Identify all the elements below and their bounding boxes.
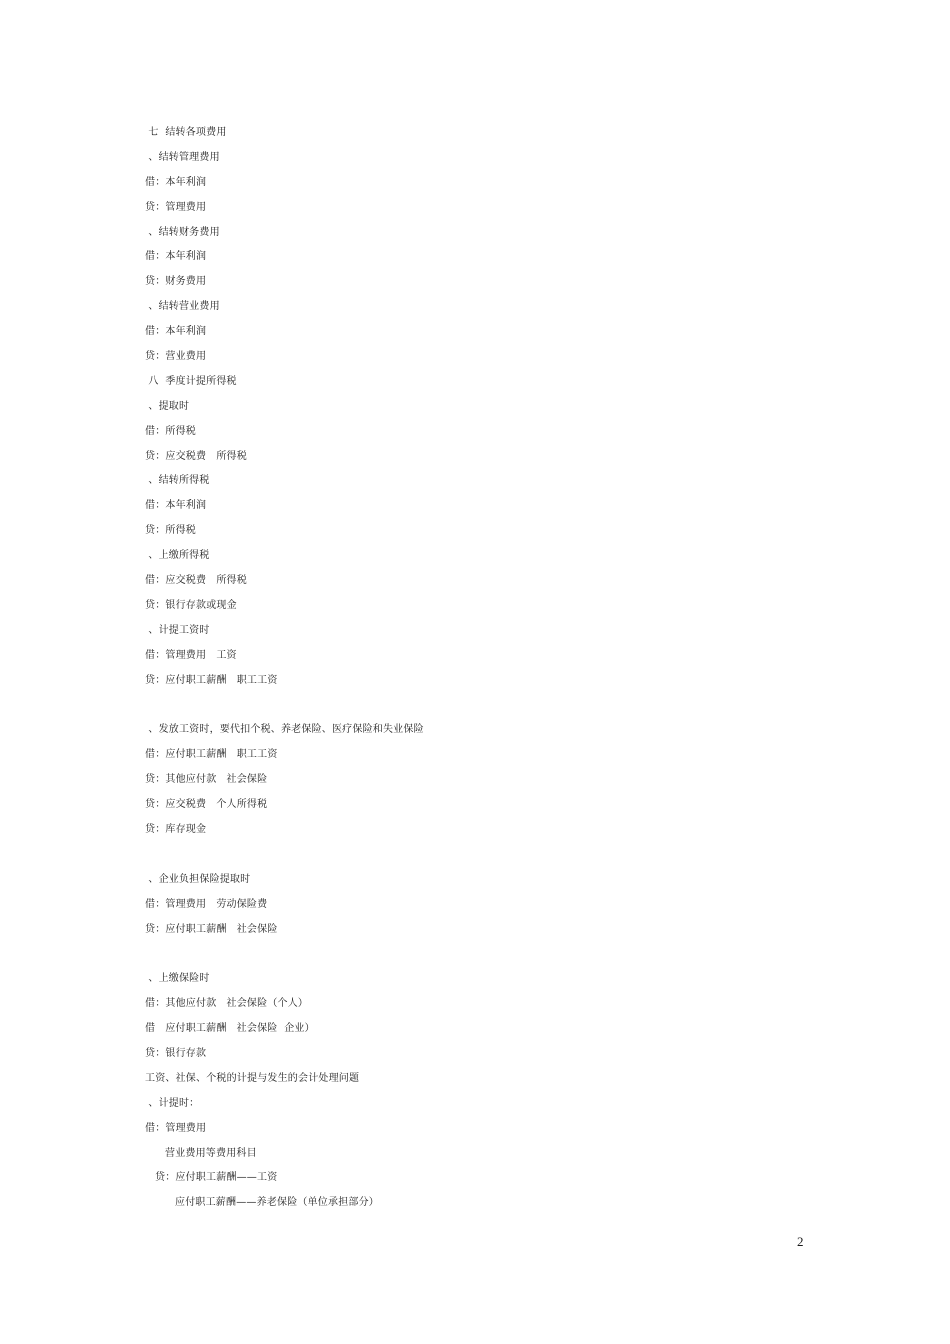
credit-entry: 贷：管理费用 [145,201,207,213]
subsection-heading: 、发放工资时，要代扣个税、养老保险、医疗保险和失业保险 [145,724,424,736]
debit-entry: 借：管理费用 工资 [145,649,237,661]
credit-entry: 贷：应交税费 所得税 [145,450,247,462]
credit-entry: 贷：其他应付款 社会保险 [145,774,268,786]
credit-entry: 贷：银行存款或现金 [145,599,237,611]
section-heading: 八 季度计提所得税 [145,375,237,387]
topic-heading: 工资、社保、个税的计提与发生的会计处理问题 [145,1072,360,1084]
document-body [145,124,845,1219]
subsection-heading: 、结转财务费用 [145,226,220,238]
page-number: 2 [797,1234,804,1249]
subsection-heading: 、企业负担保险提取时 [145,873,251,885]
credit-entry: 贷：应付职工薪酬 职工工资 [145,674,278,686]
debit-entry: 借：本年利润 [145,500,207,512]
debit-entry: 借：所得税 [145,425,196,437]
subsection-heading: 、提取时 [145,400,190,412]
credit-entry: 贷：库存现金 [145,823,207,835]
credit-entry: 贷：应付职工薪酬——工资 [155,1172,278,1184]
subsection-heading: 、结转所得税 [145,475,210,487]
debit-entry-continued: 营业费用等费用科目 [165,1147,257,1159]
section-heading: 七 结转各项费用 [145,127,227,138]
blank-line [145,945,845,970]
credit-entry: 贷：银行存款 [145,1047,207,1059]
subsection-heading: 、计提工资时 [145,624,210,636]
credit-entry: 贷：应付职工薪酬 社会保险 [145,923,278,935]
credit-entry: 贷：所得税 [145,525,196,537]
subsection-heading: 、上缴所得税 [145,550,210,562]
credit-entry: 贷：应交税费 个人所得税 [145,799,268,811]
subsection-heading: 、上缴保险时 [145,973,210,985]
debit-entry: 借：应交税费 所得税 [145,575,247,587]
credit-entry: 贷：营业费用 [145,351,207,363]
debit-entry: 借：管理费用 劳动保险费 [145,898,268,910]
debit-entry: 借：本年利润 [145,251,207,263]
debit-entry: 借：管理费用 [145,1122,207,1134]
blank-line [145,696,845,721]
subsection-heading: 、结转营业费用 [145,301,220,313]
debit-entry: 借：应付职工薪酬 职工工资 [145,749,278,761]
credit-entry-continued: 应付职工薪酬——养老保险（单位承担部分） [175,1197,379,1209]
debit-entry: 借 应付职工薪酬 社会保险 企业） [145,1023,315,1035]
subsection-heading: 、计提时： [145,1097,200,1109]
debit-entry: 借：本年利润 [145,326,207,338]
credit-entry: 贷：财务费用 [145,276,207,288]
blank-line [145,846,845,871]
debit-entry: 借：其他应付款 社会保险（个人） [145,998,309,1010]
subsection-heading: 、结转管理费用 [145,151,220,163]
debit-entry: 借：本年利润 [145,176,207,188]
